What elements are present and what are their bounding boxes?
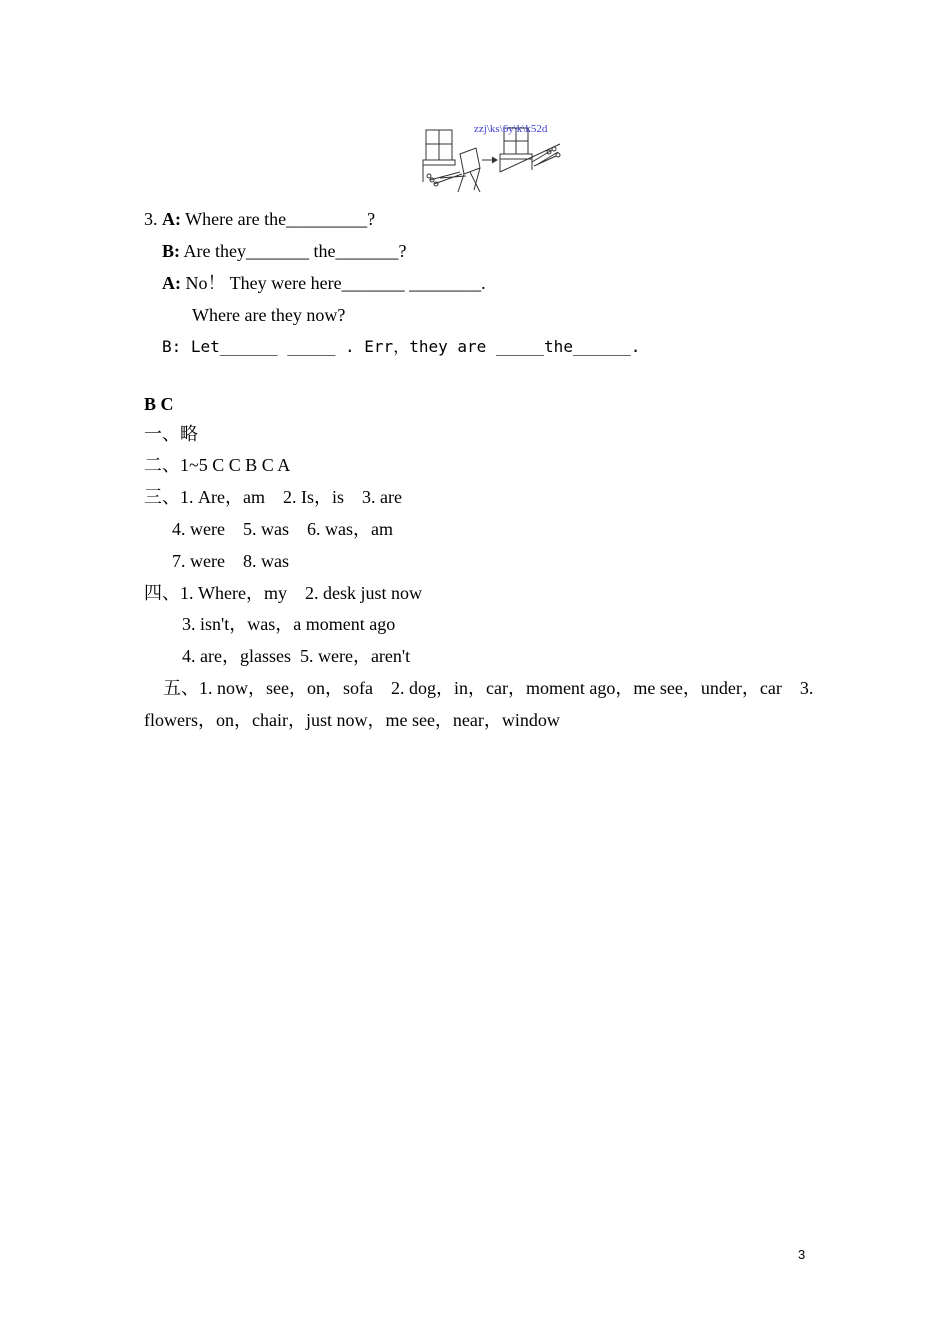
answer-section-3-line-3: 7. were 8. was — [172, 551, 289, 571]
speaker-b: B: — [162, 241, 180, 261]
dialogue-line-a1 — [144, 207, 375, 231]
answer-section-1: 一、略 — [144, 424, 198, 444]
answers-heading: B C — [144, 394, 174, 414]
watermark-text: zzj\ks\6y\k\k52d — [474, 123, 548, 135]
answer-section-4-line-3: 4. are，glasses 5. were，aren't — [182, 646, 411, 666]
speaker-a: A: — [162, 273, 181, 293]
dialogue-text: Where are the_________? — [181, 209, 376, 229]
dialogue-line-b1 — [162, 239, 406, 263]
answer-section-5-line-1: 五、1. now，see，on，sofa 2. dog，in，car，moment ago，me see，under，car 3. — [163, 678, 814, 698]
answer-section-3-line-2: 4. were 5. was 6. was，am — [172, 519, 393, 539]
answer-section-2: 二、1~5 C C B C A — [144, 455, 291, 475]
answer-section-5-line-2: flowers，on，chair，just now，me see，near，window — [144, 710, 560, 730]
question-number: 3. — [144, 209, 158, 229]
dialogue-text: No！ They were here_______ ________. — [181, 273, 486, 293]
answer-section-4-line-2: 3. isn't，was，a moment ago — [182, 614, 396, 634]
speaker-a: A: — [162, 209, 181, 229]
answer-section-4-line-1: 四、1. Where，my 2. desk just now — [144, 583, 422, 603]
dialogue-line-a2 — [162, 271, 486, 295]
dialogue-text: Are they_______ the_______? — [180, 241, 407, 261]
answer-section-3-line-1: 三、1. Are，am 2. Is，is 3. are — [144, 487, 402, 507]
dialogue-line-b2: B: Let______ _____ . Err，they are _____the______. — [162, 337, 641, 356]
dialogue-line-a2-cont: Where are they now? — [192, 305, 346, 325]
page-number: 3 — [798, 1247, 806, 1262]
